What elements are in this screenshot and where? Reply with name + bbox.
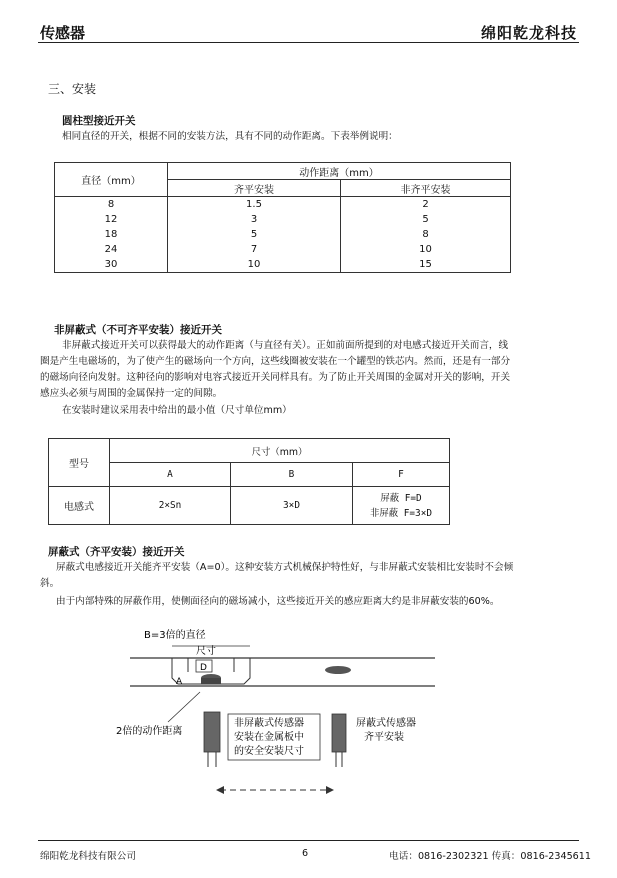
row-label: 电感式 xyxy=(49,487,110,525)
table-row xyxy=(55,227,511,242)
unshielded-subtitle: 非屏蔽式（不可齐平安装）接近开关 xyxy=(54,324,222,336)
cell: 3 xyxy=(168,212,341,227)
unshielded-note: 的安全安装尺寸 xyxy=(234,746,304,757)
shielded-subtitle: 屏蔽式（齐平安装）接近开关 xyxy=(48,546,185,558)
table-row xyxy=(55,242,511,257)
col-diameter: 直径（mm） xyxy=(55,163,168,197)
col-type: 型号 xyxy=(49,439,110,487)
a-label: A xyxy=(176,677,183,687)
col-nonflush: 非齐平安装 xyxy=(341,180,511,197)
cell: 15 xyxy=(341,257,511,273)
cell: 10 xyxy=(341,242,511,257)
cell: 12 xyxy=(55,212,168,227)
col-flush: 齐平安装 xyxy=(168,180,341,197)
distance-table xyxy=(54,162,511,273)
cell: 18 xyxy=(55,227,168,242)
cylinder-intro: 相同直径的开关，根据不同的安装方法，具有不同的动作距离。下表举例说明： xyxy=(62,131,398,142)
shielded-line: 斜。 xyxy=(40,578,60,589)
unshielded-line: 在安装时建议采用表中给出的最小值（尺寸单位mm） xyxy=(62,405,292,416)
col-f: F xyxy=(353,463,450,487)
table-row xyxy=(55,197,511,213)
cell: 8 xyxy=(341,227,511,242)
cell: 7 xyxy=(168,242,341,257)
header-rule xyxy=(38,42,579,43)
unshielded-note: 非屏蔽式传感器 xyxy=(234,718,304,729)
cell: 5 xyxy=(341,212,511,227)
col-a: A xyxy=(110,463,231,487)
unshielded-line: 圈是产生电磁场的，为了使产生的磁场向一个方向，这些线圈被安装在一个罐型的铁芯内。然而，还是有一部分 xyxy=(40,356,511,367)
col-distance: 动作距离（mm） xyxy=(168,163,511,180)
shielded-line: 由于内部特殊的屏蔽作用，使侧面径向的磁场减小，这些接近开关的感应距离大约是非屏蔽安装的60%。 xyxy=(56,596,500,607)
cell-f xyxy=(353,487,450,525)
shielded-note: 屏蔽式传感器 xyxy=(356,718,416,729)
cylinder-subtitle: 圆柱型接近开关 xyxy=(62,115,136,127)
cell: 8 xyxy=(55,197,168,213)
cell: 5 xyxy=(168,227,341,242)
shielded-line: 屏蔽式电感接近开关能齐平安装（A=0）。这种安装方式机械保护特性好，与非屏蔽式安装相比安装时不会倾 xyxy=(56,562,514,573)
cell: 2 xyxy=(341,197,511,213)
cell: 10 xyxy=(168,257,341,273)
cell-f-unshielded: 非屏蔽 F=3×D xyxy=(370,507,432,519)
distance-label: 2倍的动作距离 xyxy=(116,726,183,737)
page-number: 6 xyxy=(302,848,309,859)
cell: 30 xyxy=(55,257,168,273)
unshielded-line: 感应头必须与周围的金属保持一定的间隙。 xyxy=(40,388,223,399)
b-label: B=3倍的直径 xyxy=(144,630,206,641)
unshielded-line: 非屏蔽式接近开关可以获得最大的动作距离（与直径有关）。正如前面所提到的对电感式接近开关而言，线 xyxy=(62,340,509,351)
size-table xyxy=(48,438,450,525)
table-row xyxy=(49,487,450,525)
size-label: 尺寸 xyxy=(196,646,216,657)
footer-company: 绵阳乾龙科技有限公司 xyxy=(40,851,136,862)
cell-b: 3×D xyxy=(231,487,353,525)
table-row xyxy=(55,212,511,227)
col-b: B xyxy=(231,463,353,487)
cell: 24 xyxy=(55,242,168,257)
header-company: 绵阳乾龙科技 xyxy=(480,24,577,42)
cell-f-shielded: 屏蔽 F=D xyxy=(380,492,422,504)
header-title: 传感器 xyxy=(40,24,86,42)
d-label: D xyxy=(200,663,207,673)
col-size: 尺寸（mm） xyxy=(110,439,450,463)
table-row xyxy=(55,257,511,273)
footer-rule xyxy=(38,840,579,841)
unshielded-note: 安装在金属板中 xyxy=(234,732,304,743)
cell-a: 2×Sn xyxy=(110,487,231,525)
installation-diagram xyxy=(110,622,450,802)
unshielded-line: 的磁场向径向发射。这种径向的影响对电容式接近开关同样具有。为了防止开关周围的金属对开关的影响，开关 xyxy=(40,372,511,383)
section-title: 三、安装 xyxy=(48,82,97,96)
cell: 1.5 xyxy=(168,197,341,213)
footer-contact: 电话：0816-2302321 传真：0816-2345611 xyxy=(389,851,591,862)
shielded-note: 齐平安装 xyxy=(364,732,404,743)
